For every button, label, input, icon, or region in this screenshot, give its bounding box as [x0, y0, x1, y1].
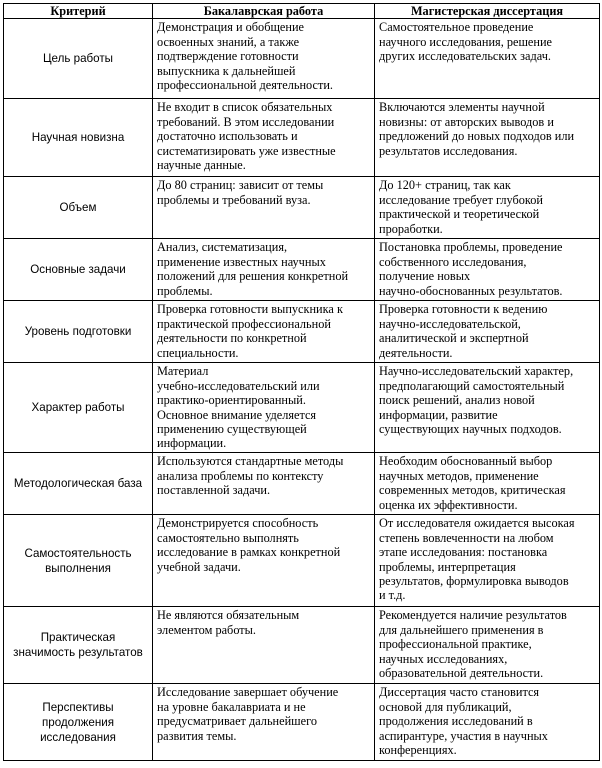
comparison-table — [3, 3, 600, 761]
master-cell: Диссертация часто становится основой для публикаций, продолжения исследований в аспирантуре, участия в научных конференциях. — [375, 684, 600, 761]
header-bachelor: Бакалаврская работа — [153, 4, 375, 19]
criterion-cell: Научная новизна — [4, 99, 153, 177]
table-body — [4, 19, 600, 761]
header-master: Магистерская диссертация — [375, 4, 600, 19]
header-row — [4, 4, 600, 19]
criterion-cell: Характер работы — [4, 363, 153, 453]
master-cell: Проверка готовности к ведению научно-исследовательской, аналитической и экспертной деятельности. — [375, 301, 600, 363]
table-row — [4, 607, 600, 684]
table-row — [4, 363, 600, 453]
master-cell: Постановка проблемы, проведение собственного исследования, получение новых научно-обоснованных результатов. — [375, 239, 600, 301]
master-cell: Рекомендуется наличие результатов для дальнейшего применения в профессиональной практике, научных исследованиях, образовательной деятельности. — [375, 607, 600, 684]
table-row — [4, 239, 600, 301]
table-row — [4, 301, 600, 363]
bachelor-cell: Анализ, систематизация, применение известных научных положений для решения конкретной проблемы. — [153, 239, 375, 301]
table-header — [4, 4, 600, 19]
criterion-cell: Самостоятельность выполнения — [4, 515, 153, 607]
table-row — [4, 684, 600, 761]
header-criterion: Критерий — [4, 4, 153, 19]
bachelor-cell: Демонстрация и обобщение освоенных знаний, а также подтверждение готовности выпускника к дальнейшей профессиональной деятельности. — [153, 19, 375, 99]
criterion-cell: Методологическая база — [4, 453, 153, 515]
bachelor-cell: Исследование завершает обучение на уровне бакалавриата и не предусматривает дальнейшего развития темы. — [153, 684, 375, 761]
criterion-cell: Уровень подготовки — [4, 301, 153, 363]
bachelor-cell: Демонстрируется способность самостоятельно выполнять исследование в рамках конкретной учебной задачи. — [153, 515, 375, 607]
bachelor-cell: Используются стандартные методы анализа проблемы по контексту поставленной задачи. — [153, 453, 375, 515]
bachelor-cell: Не являются обязательным элементом работы. — [153, 607, 375, 684]
criterion-cell: Объем — [4, 177, 153, 239]
bachelor-cell: До 80 страниц: зависит от темы проблемы и требований вуза. — [153, 177, 375, 239]
table-row — [4, 453, 600, 515]
master-cell: Научно-исследовательский характер, предполагающий самостоятельный поиск решений, анализ новой информации, развитие существующих научных подходов. — [375, 363, 600, 453]
master-cell: Включаются элементы научной новизны: от авторских выводов и предложений до новых подходов или результатов исследования. — [375, 99, 600, 177]
master-cell: От исследователя ожидается высокая степень вовлеченности на любом этапе исследования: постановка проблемы, интерпретация результатов, формулировка выводов и т.д. — [375, 515, 600, 607]
criterion-cell: Перспективы продолжения исследования — [4, 684, 153, 761]
bachelor-cell: Материал учебно-исследовательский или практико-ориентированный. Основное внимание уделяется применению существующей информации. — [153, 363, 375, 453]
table-row — [4, 99, 600, 177]
table-row — [4, 177, 600, 239]
bachelor-cell: Проверка готовности выпускника к практической профессиональной деятельности по конкретной специальности. — [153, 301, 375, 363]
table-row — [4, 515, 600, 607]
criterion-cell: Цель работы — [4, 19, 153, 99]
master-cell: Необходим обоснованный выбор научных методов, применение современных методов, критическая оценка их эффективности. — [375, 453, 600, 515]
master-cell: До 120+ страниц, так как исследование требует глубокой практической и теоретической проработки. — [375, 177, 600, 239]
bachelor-cell: Не входит в список обязательных требований. В этом исследовании достаточно использовать и систематизировать уже известные научные данные. — [153, 99, 375, 177]
criterion-cell: Практическая значимость результатов — [4, 607, 153, 684]
table-row — [4, 19, 600, 99]
master-cell: Самостоятельное проведение научного исследования, решение других исследовательских задач. — [375, 19, 600, 99]
criterion-cell: Основные задачи — [4, 239, 153, 301]
